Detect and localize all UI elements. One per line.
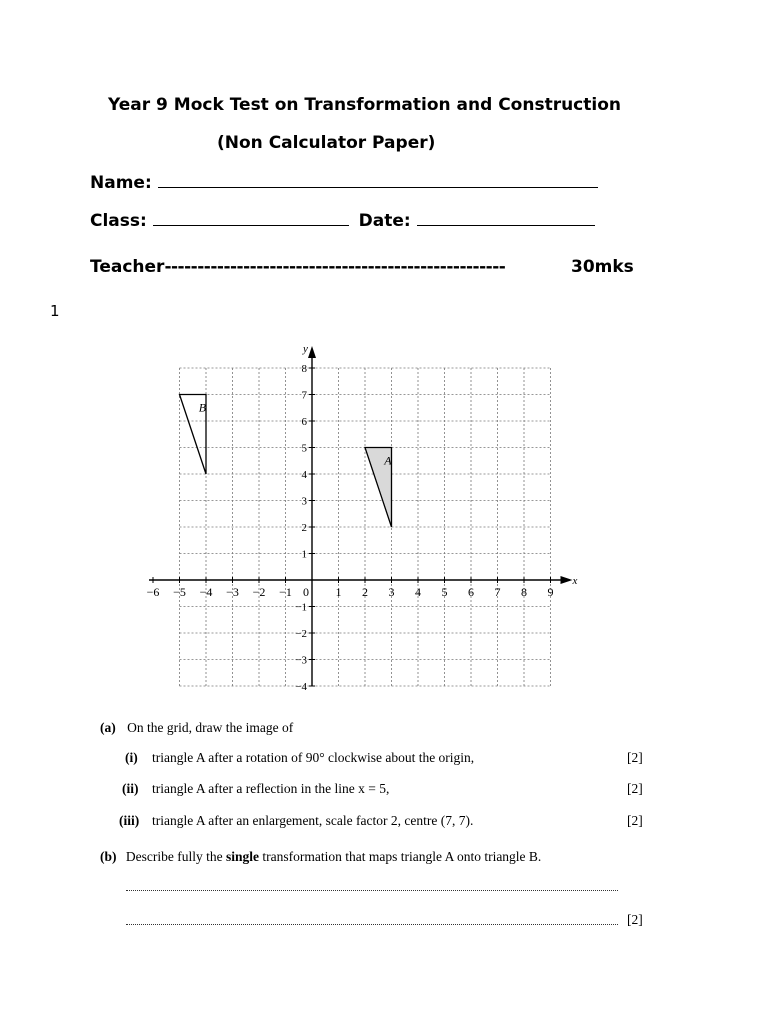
x-tick-label: 3 bbox=[388, 585, 395, 599]
coordinate-grid[interactable] bbox=[0, 315, 768, 715]
y-tick-label: 1 bbox=[301, 548, 307, 561]
y-axis-arrow bbox=[308, 346, 316, 358]
x-tick-label: 9 bbox=[547, 585, 554, 599]
x-tick-label: 1 bbox=[335, 585, 342, 599]
part-b-line bbox=[100, 849, 541, 865]
y-tick-label: 2 bbox=[301, 522, 307, 534]
y-axis-label: y bbox=[303, 343, 308, 355]
x-tick-label: −4 bbox=[199, 585, 213, 599]
subpart-iii-label: (iii) bbox=[119, 813, 140, 828]
triangle-a-label: A bbox=[384, 453, 392, 468]
x-tick-label: 2 bbox=[362, 585, 368, 599]
x-tick-label: 7 bbox=[494, 585, 501, 599]
x-tick-label: 5 bbox=[441, 585, 448, 599]
subpart-iii-text: triangle A after an enlargement, scale factor 2, centre (7, 7). bbox=[152, 813, 474, 828]
y-tick-label: 6 bbox=[301, 416, 307, 428]
x-tick-label: 6 bbox=[468, 585, 474, 599]
y-tick-label: −3 bbox=[295, 654, 307, 667]
y-tick-label: 4 bbox=[301, 469, 307, 481]
subpart-i-text: triangle A after a rotation of 90° clockwise about the origin, bbox=[152, 750, 475, 765]
name-field[interactable] bbox=[158, 172, 598, 188]
subpart-ii bbox=[122, 781, 390, 797]
part-a-line bbox=[100, 720, 293, 736]
class-field[interactable] bbox=[153, 210, 349, 226]
subpart-i bbox=[125, 750, 475, 766]
part-b-text-after: transformation that maps triangle A onto triangle B. bbox=[262, 849, 542, 864]
x-tick-label: −2 bbox=[252, 585, 266, 599]
class-date-row bbox=[90, 210, 595, 231]
subpart-ii-text: triangle A after a reflection in the line x = 5, bbox=[152, 781, 390, 796]
answer-line-2[interactable] bbox=[126, 924, 618, 925]
origin-label: 0 bbox=[303, 585, 309, 599]
total-marks: 30mks bbox=[571, 257, 634, 277]
subpart-iii-marks: [2] bbox=[627, 813, 643, 828]
x-tick-label: −1 bbox=[279, 585, 292, 599]
part-b-marks: [2] bbox=[627, 912, 643, 927]
date-field[interactable] bbox=[417, 210, 595, 226]
date-label: Date: bbox=[358, 211, 411, 231]
subpart-ii-marks: [2] bbox=[627, 781, 643, 796]
part-a-text: On the grid, draw the image of bbox=[127, 720, 294, 735]
part-a-label: (a) bbox=[100, 720, 116, 735]
page-subtitle: (Non Calculator Paper) bbox=[217, 133, 436, 153]
x-tick-label: −5 bbox=[173, 585, 186, 599]
subpart-iii bbox=[119, 813, 474, 829]
y-tick-label: −1 bbox=[295, 601, 307, 614]
page-title: Year 9 Mock Test on Transformation and Construction bbox=[108, 95, 621, 115]
subpart-i-marks: [2] bbox=[627, 750, 643, 765]
y-tick-label: 3 bbox=[301, 495, 307, 508]
y-tick-label: 8 bbox=[301, 363, 307, 375]
subpart-i-label: (i) bbox=[125, 750, 138, 765]
y-tick-label: −4 bbox=[295, 681, 307, 693]
part-b-label: (b) bbox=[100, 849, 117, 864]
teacher-row bbox=[90, 257, 505, 277]
teacher-label: Teacher bbox=[90, 257, 165, 277]
class-label: Class: bbox=[90, 211, 147, 231]
grid-lines bbox=[180, 368, 551, 686]
y-tick-label: −2 bbox=[295, 628, 307, 640]
y-tick-label: 5 bbox=[301, 442, 307, 455]
x-tick-label: 8 bbox=[521, 585, 527, 599]
part-b-text-before: Describe fully the bbox=[125, 849, 223, 864]
name-row bbox=[90, 172, 598, 193]
answer-line-1[interactable] bbox=[126, 890, 618, 891]
part-b-bold-word: single bbox=[225, 849, 259, 864]
x-tick-label: −3 bbox=[226, 585, 239, 599]
tick-labels bbox=[147, 363, 554, 693]
x-axis-label: x bbox=[572, 575, 578, 587]
name-label: Name: bbox=[90, 173, 152, 193]
y-tick-label: 7 bbox=[301, 389, 307, 402]
question-number: 1 bbox=[50, 302, 60, 320]
teacher-field[interactable]: ---------------------------------------------------- bbox=[164, 257, 506, 277]
triangle-b-label: B bbox=[198, 400, 207, 415]
x-tick-label: 4 bbox=[415, 585, 421, 599]
x-tick-label: −6 bbox=[146, 585, 160, 599]
x-axis-arrow bbox=[561, 576, 573, 584]
subpart-ii-label: (ii) bbox=[122, 781, 139, 796]
